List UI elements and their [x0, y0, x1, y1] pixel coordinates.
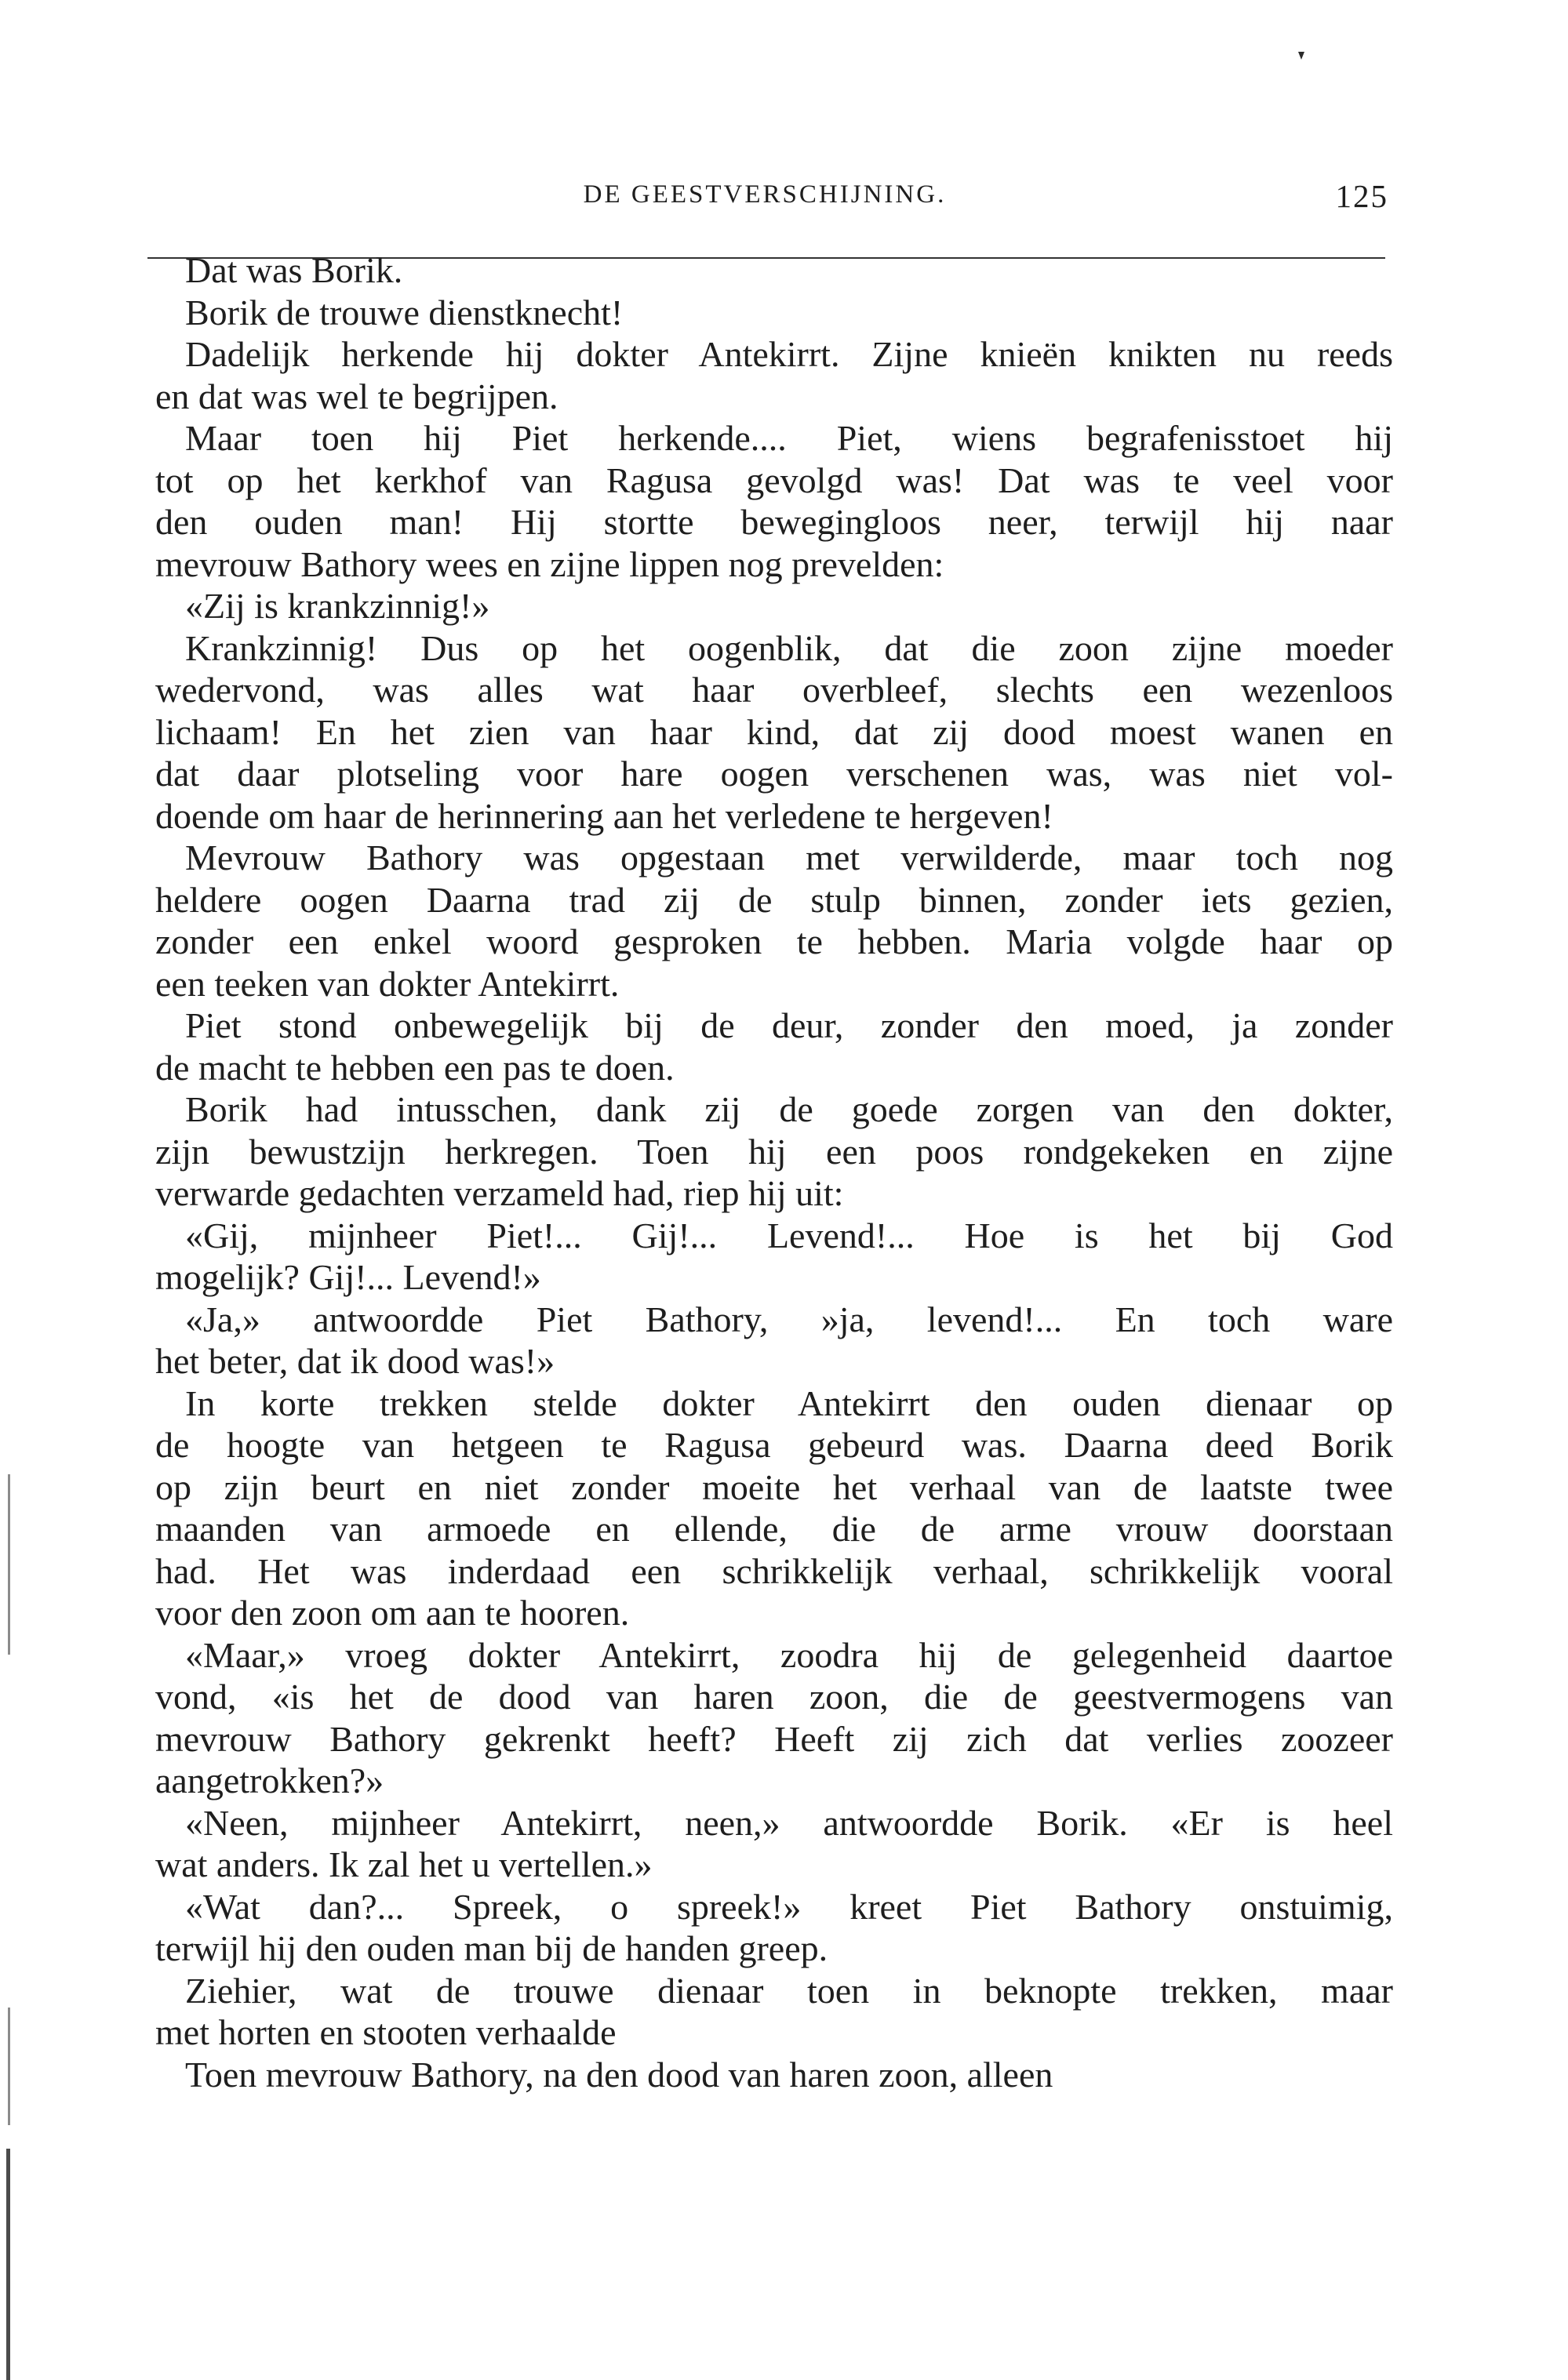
text-line: een teeken van dokter Antekirrt. [155, 963, 620, 1004]
binding-edge-mark [8, 2008, 10, 2125]
text-line: de macht te hebben een pas te doen. [155, 1047, 675, 1088]
text-line: mevrouw Bathory gekrenkt heeft? Heeft zij zich dat verlies zoozeer [155, 1718, 1393, 1759]
text-line: zijn bewustzijn herkregen. Toen hij een poos rondgekeken en zijne [155, 1131, 1393, 1172]
binding-edge-mark [6, 2149, 10, 2380]
text-line: vond, «is het de dood van haren zoon, die de geestvermogens van [155, 1677, 1393, 1717]
paragraph [155, 1802, 1393, 1886]
text-line: voor den zoon om aan te hooren. [155, 1593, 630, 1633]
text-line: «Zij is krankzinnig!» [185, 586, 490, 626]
text-line: Mevrouw Bathory was opgestaan met verwilderde, maar toch nog [185, 838, 1393, 878]
text-line: mevrouw Bathory wees en zijne lippen nog prevelden: [155, 543, 944, 584]
paragraph [155, 1970, 1393, 2054]
text-line: wat anders. Ik zal het u vertellen.» [155, 1844, 653, 1884]
text-line: lichaam! En het zien van haar kind, dat zij dood moest wanen en [155, 711, 1393, 752]
text-line: doende om haar de herinnering aan het verledene te hergeven! [155, 795, 1053, 836]
paragraph [155, 1383, 1393, 1634]
paragraph [155, 2054, 1393, 2096]
text-line: dat daar plotseling voor hare oogen verschenen was, was niet vol- [155, 754, 1393, 794]
text-line: en dat was wel te begrijpen. [155, 376, 558, 416]
text-line: aangetrokken?» [155, 1760, 384, 1800]
text-line: Dat was Borik. [185, 250, 403, 290]
text-line: op zijn beurt en niet zonder moeite het verhaal van de laatste twee [155, 1466, 1393, 1507]
text-line: Borik had intusschen, dank zij de goede zorgen van den dokter, [185, 1089, 1393, 1129]
text-line: had. Het was inderdaad een schrikkelijk verhaal, schrikkelijk vooral [155, 1550, 1393, 1591]
text-line: den ouden man! Hij stortte bewegingloos neer, terwijl hij naar [155, 502, 1393, 542]
text-line: Borik de trouwe dienstknecht! [185, 292, 624, 332]
text-line: terwijl hij den ouden man bij de handen greep. [155, 1928, 828, 1968]
text-line: maanden van armoede en ellende, die de arme vrouw doorstaan [155, 1509, 1393, 1549]
text-line: Maar toen hij Piet herkende.... Piet, wiens begrafenisstoet hij [185, 418, 1393, 458]
text-line: Ziehier, wat de trouwe dienaar toen in beknopte trekken, maar [185, 1970, 1393, 2011]
text-line: met horten en stooten verhaalde [155, 2012, 617, 2052]
text-line: tot op het kerkhof van Ragusa gevolgd was! Dat was te veel voor [155, 460, 1393, 500]
paragraph [155, 1634, 1393, 1802]
text-line: mogelijk? Gij!... Levend!» [155, 1257, 541, 1297]
printer-mark [1298, 52, 1304, 60]
paragraph [155, 1005, 1393, 1088]
paragraph [155, 333, 1393, 417]
text-line: «Ja,» antwoordde Piet Bathory, »ja, levend!... En toch ware [185, 1299, 1393, 1339]
paragraph [155, 585, 1393, 627]
text-line: de hoogte van hetgeen te Ragusa gebeurd was. Daarna deed Borik [155, 1425, 1393, 1465]
text-line: heldere oogen Daarna trad zij de stulp binnen, zonder iets gezien, [155, 879, 1393, 920]
text-line: «Neen, mijnheer Antekirrt, neen,» antwoordde Borik. «Er is heel [185, 1802, 1393, 1843]
text-line: zonder een enkel woord gesproken te hebben. Maria volgde haar op [155, 921, 1393, 961]
page-number: 125 [1335, 178, 1388, 214]
paragraph [155, 837, 1393, 1005]
paragraph [155, 292, 1393, 334]
binding-edge-mark [8, 1474, 10, 1655]
text-line: Dadelijk herkende hij dokter Antekirrt. Zijne knieën knikten nu reeds [185, 334, 1393, 374]
paragraph [155, 249, 1393, 292]
text-line: «Wat dan?... Spreek, o spreek!» kreet Piet Bathory onstuimig, [185, 1886, 1393, 1927]
text-line: wedervond, was alles wat haar overbleef, slechts een wezenloos [155, 670, 1393, 710]
paragraph [155, 1215, 1393, 1299]
text-line: Toen mevrouw Bathory, na den dood van haren zoon, alleen [185, 2054, 1053, 2095]
text-line: «Maar,» vroeg dokter Antekirrt, zoodra hij de gelegenheid daartoe [185, 1634, 1393, 1675]
paragraph [155, 417, 1393, 585]
text-line: Piet stond onbewegelijk bij de deur, zonder den moed, ja zonder [185, 1005, 1393, 1045]
page-header [141, 171, 1388, 218]
text-line: «Gij, mijnheer Piet!... Gij!... Levend!... Hoe is het bij God [185, 1215, 1393, 1255]
text-line: In korte trekken stelde dokter Antekirrt den ouden dienaar op [185, 1383, 1393, 1423]
running-title: DE GEESTVERSCHIJNING. [583, 180, 947, 209]
paragraph [155, 1886, 1393, 1970]
text-line: het beter, dat ik dood was!» [155, 1341, 555, 1381]
paragraph [155, 1299, 1393, 1383]
text-line: Krankzinnig! Dus op het oogenblik, dat die zoon zijne moeder [185, 627, 1393, 668]
paragraph [155, 1088, 1393, 1215]
text-line: verwarde gedachten verzameld had, riep hij uit: [155, 1173, 844, 1213]
body-text [155, 249, 1393, 2095]
paragraph [155, 627, 1393, 838]
